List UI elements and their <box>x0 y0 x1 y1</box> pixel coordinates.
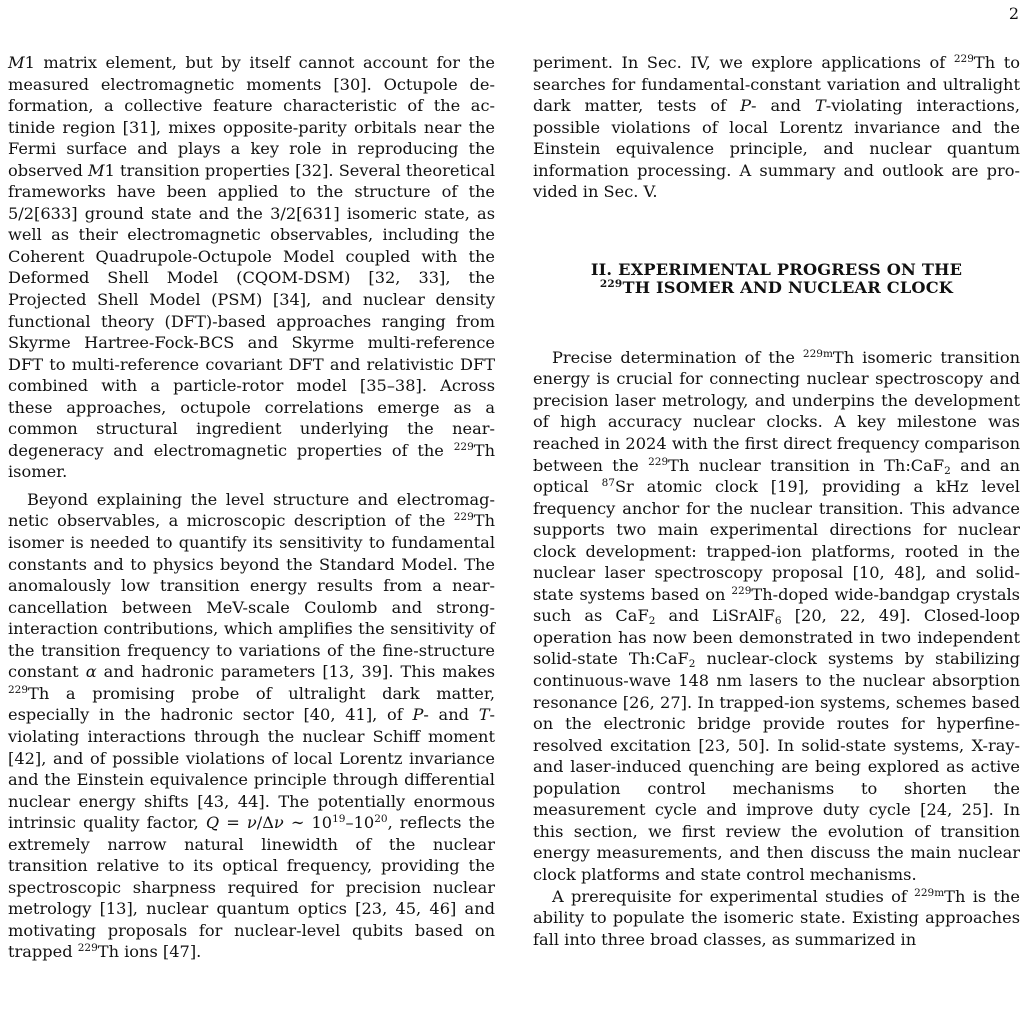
left-paragraph-2: Beyond explaining the level structure and electromagnetic observables, a microscopic description of the $^{229}$Th isomer is needed to quantify its sensitivity to fundamental constants and to physics beyond the Standard Model. The anomalously low transition energy results from a near-cancellation between MeV-scale Coulomb and strong-interaction contributions, which amplifies the sensitivity of the transition frequency to variations of the fine-structure constant α and hadronic parameters [13, 39]. This makes $^{229}$Th a promising probe of ultralight dark matter, especially in the hadronic sector [40, 41], of P- and T-violating interactions through the nuclear Schiff moment [42], and of possible violations of local Lorentz invariance and the Einstein equivalence principle through differential nuclear energy shifts [43, 44]. The potentially enormous intrinsic quality factor, Q = ν/Δν ∼ $10^{19}-10^{20}$, reflects the extremely narrow natural linewidth of the nuclear transition relative to its optical frequency, providing the spectroscopic sharpness required for precision nuclear metrology [13], nuclear quantum optics [23, 45, 46] and motivating proposals for nuclear-level qubits based on trapped $^{229}$Th ions [47]. <box>8 489 495 962</box>
left-paragraph-1: M1 matrix element, but by itself cannot account for the measured electromagnetic moments [30]. Octupole deformation, a collective feature characteristic of the actinide region [31], mixes opposite-parity orbitals near the Fermi surface and plays a key role in reproducing the observed M1 transition properties [32]. Several theoretical frameworks have been applied to the structure of the 5/2[633] ground state and the 3/2[631] isomeric state, as well as their electromagnetic observables, including the Coherent Quadrupole-Octupole Model coupled with the Deformed Shell Model (CQOM-DSM) [32, 33], the Projected Shell Model (PSM) [34], and nuclear density functional theory (DFT)-based approaches ranging from Skyrme Hartree-Fock-BCS and Skyrme multi-reference DFT to multi-reference covariant DFT and relativistic DFT combined with a particle-rotor model [35–38]. Across these approaches, octupole correlations emerge as a common structural ingredient underlying the near-degeneracy and electromagnetic properties of the $^{229}$Th isomer. <box>8 53 495 482</box>
page-number: 2 <box>1008 4 1019 23</box>
right-column <box>533 52 1020 950</box>
left-column <box>8 52 495 963</box>
right-paragraph-1: periment. In Sec. IV, we explore applications of $^{229}$Th to searches for fundamental-constant variation and ultralight dark matter, tests of P- and T-violating interactions, possible violations of local Lorentz invariance and the Einstein equivalence principle, and nuclear quantum information processing. A summary and outlook are provided in Sec. V. <box>533 53 1021 202</box>
section-heading-line-1: II. EXPERIMENTAL PROGRESS ON THE <box>590 259 963 279</box>
right-paragraph-3: A prerequisite for experimental studies of $^{229m}$Th is the ability to populate the isomeric state. Existing approaches fall into three broad classes, as summarized in <box>533 886 1020 949</box>
right-paragraph-2: Precise determination of the $^{229m}$Th isomeric transition energy is crucial for connecting nuclear spectroscopy and precision laser metrology, and underpins the development of high accuracy nuclear clocks. A key milestone was reached in 2024 with the first direct frequency comparison between the $^{229}$Th nuclear transition in Th:CaF$_2$ and an optical $^{87}$Sr atomic clock [19], providing a kHz level frequency anchor for the nuclear transition. This advance supports two main experimental directions for nuclear clock development: trapped-ion platforms, rooted in the nuclear laser spectroscopy proposal [10, 48], and solid-state systems based on $^{229}$Th-doped wide-bandgap crystals such as CaF$_2$ and LiSrAlF$_6$ [20, 22, 49]. Closed-loop operation has now been demonstrated in two independent solid-state Th:CaF$_2$ nuclear-clock systems by stabilizing continuous-wave 148 nm lasers to the nuclear absorption resonance [26, 27]. In trapped-ion systems, schemes based on the electronic bridge provide routes for hyperfine-resolved excitation [23, 50]. In solid-state systems, X-ray- and laser-induced quenching are being explored as active population control mechanisms to shorten the measurement cycle and improve duty cycle [24, 25]. In this section, we first review the evolution of transition energy measurements, and then discuss the main nuclear clock platforms and state control mechanisms. <box>533 347 1020 884</box>
section-heading <box>533 261 1020 297</box>
section-heading-line-2: $^{229}$TH ISOMER AND NUCLEAR CLOCK <box>599 277 954 297</box>
